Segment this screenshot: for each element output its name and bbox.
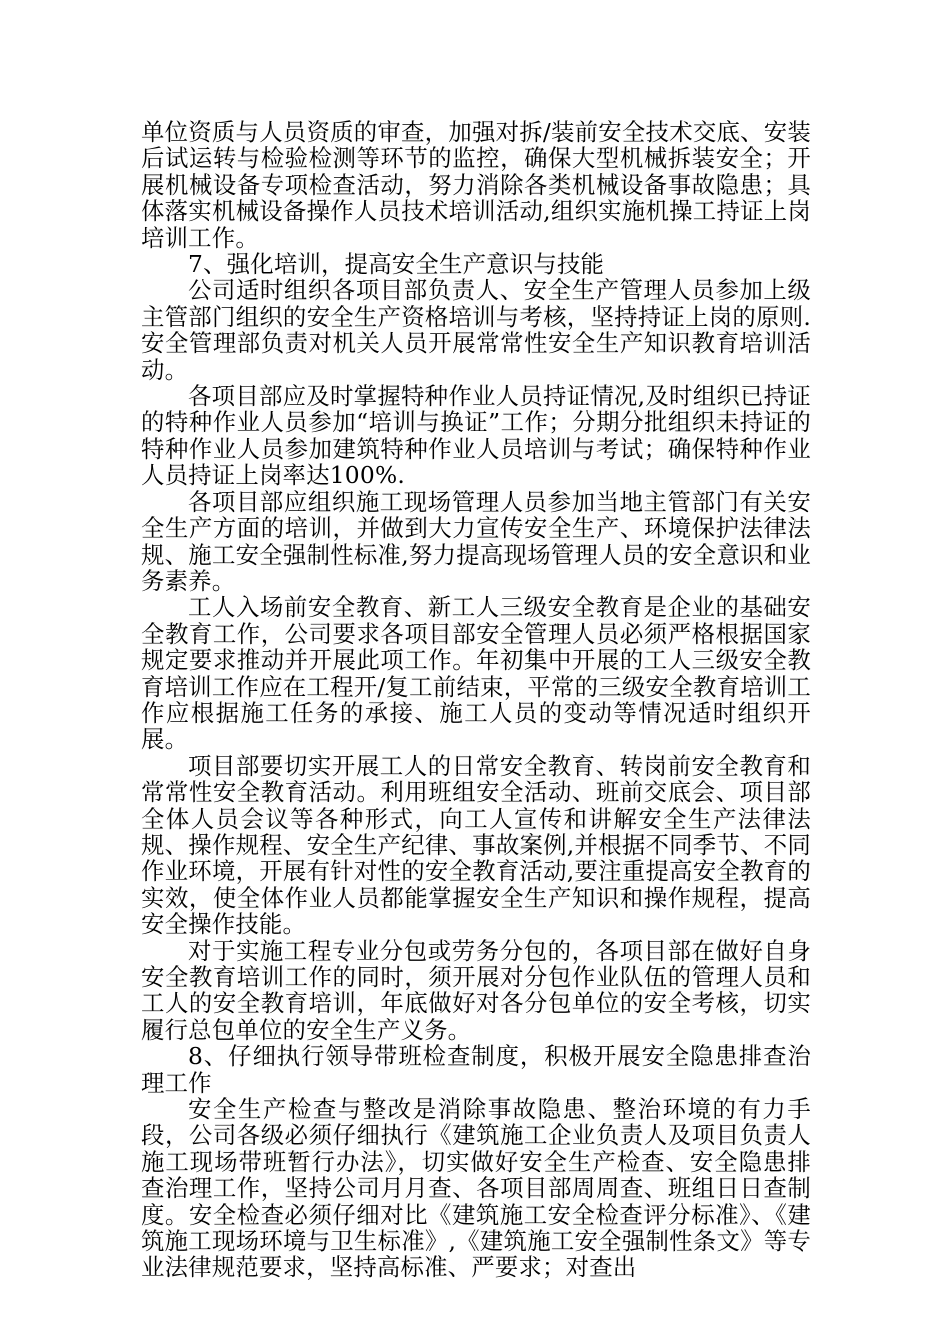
paragraph-new-worker-education: 工人入场前安全教育、新工人三级安全教育是企业的基础安全教育工作，公司要求各项目部安全管理人员必须严格根据国家规定要求推动并开展此项工作。年初集中开展的工人三级安全教育培训工作应在工程开/复工前结束，平常的三级安全教育培训工作应根据施工任务的承接、施工人员的变动等情况适时组织开展。 (141, 593, 811, 754)
paragraph-safety-inspection: 安全生产检查与整改是消除事故隐患、整治环境的有力手段，公司各级必须仔细执行《建筑施工企业负责人及项目负责人施工现场带班暂行办法》，切实做好安全生产检查、安全隐患排查治理工作，坚持公司月月查、各项目部周周查、班组日日查制度。安全检查必须仔细对比《建筑施工安全检查评分标准》、《建筑施工现场环境与卫生标准》,《建筑施工安全强制性条文》等专业法律规范要求，坚持高标准、严要求；对查出 (141, 1095, 811, 1282)
paragraph-daily-education: 项目部要切实开展工人的日常安全教育、转岗前安全教育和常常性安全教育活动。利用班组安全活动、班前交底会、项目部全体人员会议等各种形式，向工人宣传和讲解安全生产法律法规、操作规程、安全生产纪律、事故案例,并根据不同季节、不同作业环境，开展有针对性的安全教育活动,要注重提高安全教育的实效，使全体作业人员都能掌握安全生产知识和操作规程，提高安全操作技能。 (141, 751, 811, 939)
paragraph-management-training: 公司适时组织各项目部负责人、安全生产管理人员参加上级主管部门组织的安全生产资格培训与考核，坚持持证上岗的原则.安全管理部负责对机关人员开展常常性安全生产知识教育培训活动。 (141, 276, 811, 384)
document-page (141, 119, 811, 1281)
heading-section-7: 7、强化培训，提高安全生产意识与技能 (188, 250, 605, 279)
paragraph-site-managers-training: 各项目部应组织施工现场管理人员参加当地主管部门有关安全生产方面的培训，并做到大力宣传安全生产、环境保护法律法规、施工安全强制性标准,努力提高现场管理人员的安全意识和业务素养。 (141, 487, 811, 595)
paragraph-machinery-safety: 单位资质与人员资质的审查，加强对拆/装前安全技术交底、安装后试运转与检验检测等环节的监控，确保大型机械拆装安全；开展机械设备专项检查活动，努力消除各类机械设备事故隐患；具体落实机械设备操作人员技术培训活动,组织实施机操工持证上岗培训工作。 (141, 118, 811, 252)
paragraph-subcontractor-training: 对于实施工程专业分包或劳务分包的，各项目部在做好自身安全教育培训工作的同时，须开展对分包作业队伍的管理人员和工人的安全教育培训，年底做好对各分包单位的安全考核，切实履行总包单位的安全生产义务。 (141, 936, 811, 1044)
paragraph-special-operators: 各项目部应及时掌握特种作业人员持证情况,及时组织已持证的特种作业人员参加“培训与换证”工作；分期分批组织未持证的特种作业人员参加建筑特种作业人员培训与考试；确保特种作业人员持证上岗率达100%. (141, 382, 811, 490)
heading-section-8: 8、仔细执行领导带班检查制度，积极开展安全隐患排查治理工作 (141, 1042, 811, 1097)
